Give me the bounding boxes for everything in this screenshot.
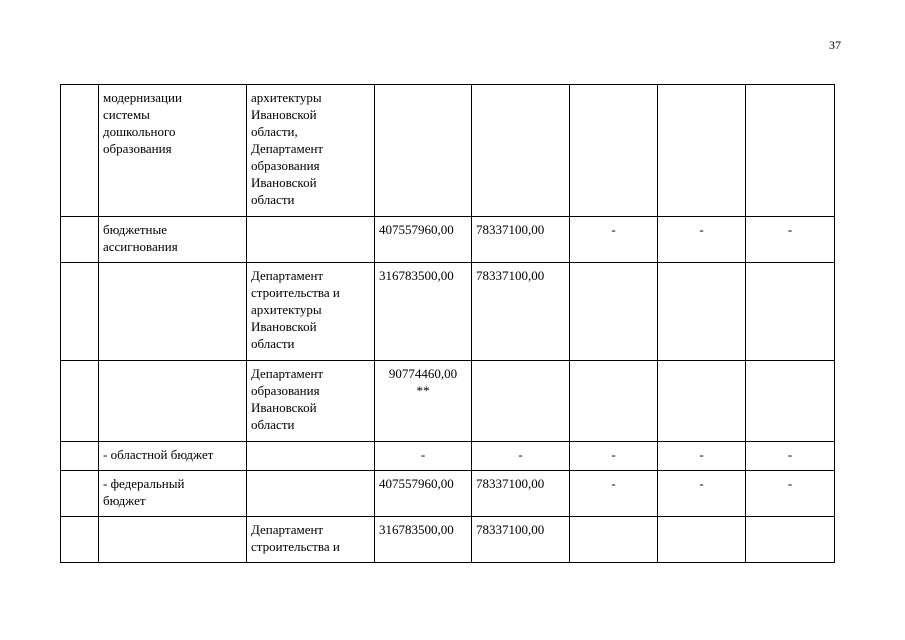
value-cell-c8 (746, 263, 835, 361)
executor-cell-line: Ивановской (251, 400, 317, 415)
amount-cell (375, 517, 472, 563)
description-cell (99, 442, 247, 471)
executor-cell (247, 263, 375, 361)
executor-cell (247, 217, 375, 263)
executor-cell-line: строительства и (251, 539, 340, 554)
executor-cell (247, 85, 375, 217)
value-cell-c7 (658, 361, 746, 442)
amount-cell (375, 217, 472, 263)
row-index-cell (61, 263, 99, 361)
value-cell-c8: - (746, 442, 835, 471)
value-cell-c8 (746, 361, 835, 442)
table-row (61, 471, 835, 517)
amount-cell (375, 471, 472, 517)
executor-cell-line: Ивановской (251, 175, 317, 190)
amount-cell-line: 407557960,00 (379, 476, 454, 491)
amount-cell-2-line: 78337100,00 (476, 268, 545, 283)
budget-table (60, 84, 835, 563)
description-cell-line: - федеральный (103, 476, 185, 491)
executor-cell-line: архитектуры (251, 302, 322, 317)
amount-cell (375, 85, 472, 217)
executor-cell (247, 471, 375, 517)
row-index-cell (61, 361, 99, 442)
description-cell-line: модернизации (103, 90, 182, 105)
value-cell-c7: - (658, 471, 746, 517)
executor-cell-line: образования (251, 383, 320, 398)
description-cell (99, 517, 247, 563)
value-cell-c6 (570, 85, 658, 217)
executor-cell-line: образования (251, 158, 320, 173)
value-cell-c8 (746, 517, 835, 563)
executor-cell-line: области, (251, 124, 298, 139)
amount-cell-2-line: 78337100,00 (476, 222, 545, 237)
description-cell-line: системы (103, 107, 150, 122)
row-index-cell (61, 85, 99, 217)
row-index-cell (61, 217, 99, 263)
table-row (61, 217, 835, 263)
executor-cell-line: строительства и (251, 285, 340, 300)
description-cell-line: дошкольного (103, 124, 176, 139)
amount-cell-line: 407557960,00 (379, 222, 454, 237)
amount-cell-line: 90774460,00 (388, 366, 458, 381)
value-cell-c8: - (746, 471, 835, 517)
amount-cell-2 (472, 471, 570, 517)
amount-cell-2 (472, 517, 570, 563)
table-row (61, 517, 835, 563)
executor-cell-line: области (251, 192, 295, 207)
executor-cell-line: области (251, 336, 295, 351)
amount-cell-line: - (420, 447, 426, 462)
executor-cell-line: области (251, 417, 295, 432)
description-cell-line: бюджет (103, 493, 146, 508)
value-cell-c6: - (570, 217, 658, 263)
description-cell (99, 85, 247, 217)
value-cell-c7: - (658, 217, 746, 263)
description-cell-line: - областной бюджет (103, 447, 214, 462)
table-row (61, 85, 835, 217)
amount-cell-2 (472, 442, 570, 471)
row-index-cell (61, 471, 99, 517)
executor-cell-line: Департамент (251, 522, 324, 537)
amount-cell-2 (472, 217, 570, 263)
executor-cell-line: Департамент (251, 268, 324, 283)
executor-cell (247, 517, 375, 563)
executor-cell (247, 361, 375, 442)
amount-cell-line: 316783500,00 (379, 522, 454, 537)
value-cell-c7 (658, 263, 746, 361)
value-cell-c8 (746, 85, 835, 217)
table-row (61, 263, 835, 361)
description-cell-line: бюджетные (103, 222, 168, 237)
amount-cell (375, 361, 472, 442)
description-cell (99, 263, 247, 361)
row-index-cell (61, 442, 99, 471)
value-cell-c7 (658, 517, 746, 563)
amount-cell-2 (472, 85, 570, 217)
value-cell-c6: - (570, 471, 658, 517)
description-cell (99, 361, 247, 442)
executor-cell-line: Ивановской (251, 319, 317, 334)
value-cell-c7 (658, 85, 746, 217)
executor-cell-line: Департамент (251, 366, 324, 381)
value-cell-c6 (570, 263, 658, 361)
executor-cell-line: Департамент (251, 141, 324, 156)
amount-cell-line: ** (416, 383, 430, 398)
executor-cell (247, 442, 375, 471)
value-cell-c6: - (570, 442, 658, 471)
description-cell-line: ассигнования (103, 239, 178, 254)
description-cell (99, 217, 247, 263)
value-cell-c6 (570, 361, 658, 442)
amount-cell (375, 263, 472, 361)
amount-cell-2-line: 78337100,00 (476, 476, 545, 491)
amount-cell (375, 442, 472, 471)
row-index-cell (61, 517, 99, 563)
description-cell (99, 471, 247, 517)
amount-cell-2 (472, 263, 570, 361)
table-row (61, 361, 835, 442)
value-cell-c7: - (658, 442, 746, 471)
amount-cell-line: 316783500,00 (379, 268, 454, 283)
value-cell-c8: - (746, 217, 835, 263)
amount-cell-2-line: - (518, 447, 523, 462)
description-cell-line: образования (103, 141, 172, 156)
page-number: 37 (829, 38, 841, 52)
amount-cell-2-line: 78337100,00 (476, 522, 545, 537)
executor-cell-line: Ивановской (251, 107, 317, 122)
table-row (61, 442, 835, 471)
amount-cell-2 (472, 361, 570, 442)
executor-cell-line: архитектуры (251, 90, 322, 105)
value-cell-c6 (570, 517, 658, 563)
